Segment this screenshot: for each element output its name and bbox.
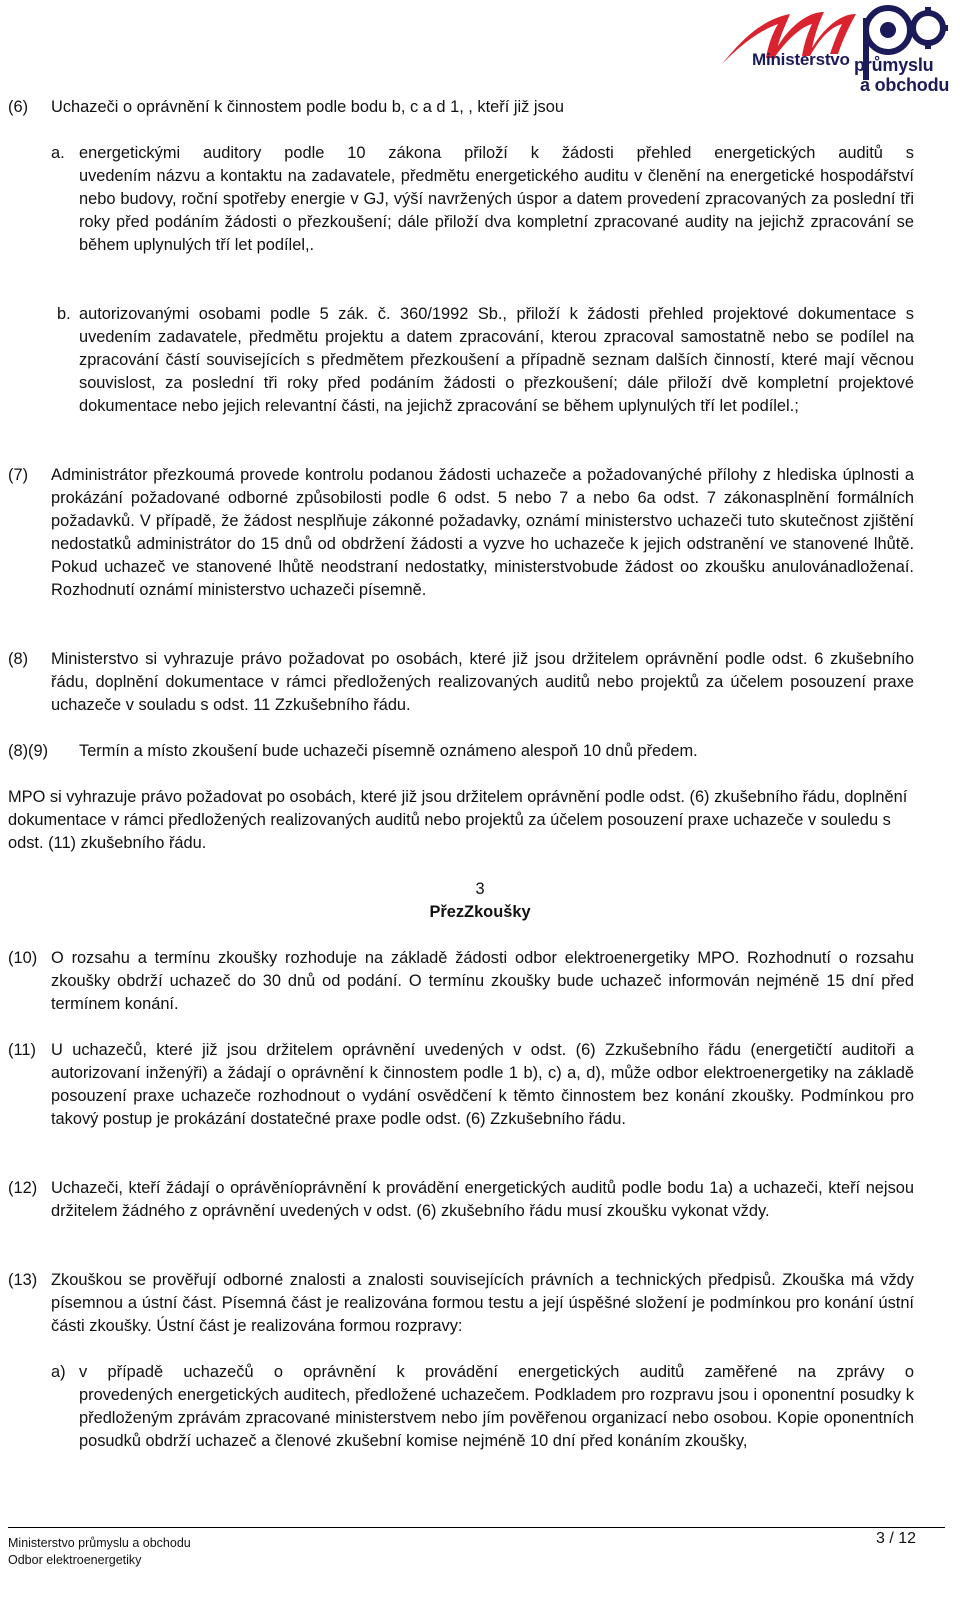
paragraph-number: (10) (8, 949, 38, 967)
paragraph-10: O rozsahu a termínu zkoušky rozhoduje na základě žádosti odbor elektroenergetiky MPO. Rozhodnutí o rozsahu zkoušky obdrží uchazeč do 30 dnů od podání. O termínu zkoušky bude uchazeč informován nejméně 15 dní před termínem konání. (51, 949, 914, 1013)
item-a-first-line: energetickými auditory podle 10 zákona přiloží k žádosti přehled energetických auditů s (79, 144, 914, 162)
paragraph-number: (12) (8, 1179, 38, 1197)
item-b-text: autorizovanými osobami podle 5 zák. č. 360/1992 Sb., přiloží k žádosti přehled projektové dokumentace s uvedením zadavatele, předmětu projektu a datem zpracování, kterou zpracoval samostatně nebo se podílel na zpracování částí souvisejících s předmětem přezkoušení a případně seznam dalších činností, které mají věcnou souvislost, za poslední tři roky před podáním žádosti o přezkoušení; dále přiloží dvě kompletní projektové dokumentace nebo jejich relevantní části, na jejichž zpracování se během uplynulých tří let podílel.; (79, 305, 914, 415)
mpo-paragraph: MPO si vyhrazuje právo požadovat po osobách, které již jsou držitelem oprávnění podle odst. (6) zkušebního řádu, doplnění dokumentace v rámci předložených realizovaných auditů nebo projektů za účelem posouzení praxe uchazeče v souledu s odst. (11) zkušebního řádu. (8, 788, 908, 852)
ministry-logo (720, 2, 952, 98)
paragraph-number: (6) (8, 98, 29, 116)
paragraph-12: Uchazeči, kteří žádají o oprávěníoprávnění k provádění energetických auditů podle bodu 1a) a uchazeči, kteří nejsou držitelem žádného z oprávnění uvedených v odst. (6) zkušebního řádu musí zkoušku vykonat vždy. (51, 1179, 914, 1220)
paragraph-6: Uchazeči o oprávnění k činnostem podle bodu b, c a d 1, , kteří již jsou (51, 98, 564, 116)
list-label-a: a. (51, 144, 65, 162)
list-label-b: b. (57, 305, 71, 323)
footer-org: Ministerstvo průmyslu a obchodu (8, 1536, 191, 1550)
paragraph-13: Zkouškou se prověřují odborné znalosti a znalosti souvisejících právních a technických předpisů. Zkouška má vždy písemnou a ústní část. Písemná část je realizována formou testu a její úspěšné složení je podmínkou pro konání ústní části zkoušky. Ústní část je realizována formou rozpravy: (51, 1271, 914, 1335)
logo-text-line3: a obchodu (860, 75, 950, 95)
paragraph-11: U uchazečů, které již jsou držitelem oprávnění uvedených v odst. (6) Zzkušebního řádu (energetičtí auditoři a autorizovaní inženýři) a žádají o oprávnění k činnostem podle 1 b), c) a, d), může odbor elektroenergetiky na základě posouzení praxe uchazeče rozhodnout o vydání osvědčení k těmto činnostem bez konání zkoušky. Podmínkou pro takový postup je prokázání dostatečné praxe podle odst. (6) Zzkušebního řádu. (51, 1041, 914, 1128)
section-number: 3 (475, 880, 485, 898)
paragraph-number: (8) (8, 650, 29, 668)
paragraph-9: Termín a místo zkoušení bude uchazeči písemně oznámeno alespoň 10 dnů předem. (79, 742, 698, 760)
item-13a-first-line: v případě uchazečů o oprávnění k provádění energetických auditů zaměřené na zprávy o (79, 1363, 914, 1381)
logo-text-line2: průmyslu (854, 55, 934, 75)
logo-text-line1: Ministerstvo (752, 50, 850, 69)
item-13a-text: provedených energetických auditech, předložené uchazečem. Podkladem pro rozpravu jsou i oponentní posudky k předloženým zprávám zpracované ministerstvem nebo jím pověřenou organizací nebo osobou. Kopie oponentních posudků obdrží uchazeč a členové zkušební komise nejméně 10 dní před konáním zkoušky, (79, 1386, 914, 1450)
paragraph-number: (11) (8, 1041, 36, 1059)
section-title: PřezZkoušky (429, 903, 531, 921)
paragraph-number: (8)(9) (8, 742, 49, 760)
footer-org-block (8, 1535, 191, 1569)
footer-dept: Odbor elektroenergetiky (8, 1553, 142, 1567)
paragraph-8: Ministerstvo si vyhrazuje právo požadovat po osobách, které již jsou držitelem oprávnění podle odst. 6 zkušebního řádu, doplnění dokumentace v rámci předložených realizovaných auditů nebo projektů za účelem posouzení praxe uchazeče v souladu s odst. 11 Zzkušebního řádu. (51, 650, 914, 714)
item-a-text: uvedením názvu a kontaktu na zadavatele, předmětu energetického auditu v členění na energetické hospodářství nebo budovy, roční spotřeby energie v GJ, výší navržených úspor a datem provedení zpracovaných za poslední tři roky před podáním žádosti o přezkoušení; dále přiloží dva kompletní zpracované audity na jejichž zpracování se během uplynulých tří let podílel,. (79, 167, 914, 254)
paragraph-number: (13) (8, 1271, 38, 1289)
page-number: 3 / 12 (875, 1530, 916, 1547)
paragraph-7: Administrátor přezkoumá provede kontrolu podanou žádosti uchazeče a požadovanýché přílohy z hlediska úplnosti a prokázání požadované odborné způsobilosti podle 6 odst. 5 nebo 7 a nebo 6a odst. 7 zákonasplnění formálních požadavků. V případě, že žádost nesplňuje zákonné požadavky, oznámí ministerstvo uchazeči tuto skutečnost zjištění nedostatků administrátor do 15 dnů od obdržení žádosti a vyzve ho uchazeče k jejich odstranění ve stanovené lhůtě. Pokud uchazeč ve stanovené lhůtě neodstraní nedostatky, ministerstvobude žádost oo zkoušku anulovánadloženaí. Rozhodnutí oznámí ministerstvo uchazeči písemně. (51, 466, 914, 599)
list-label-a: a) (51, 1363, 66, 1381)
paragraph-number: (7) (8, 466, 29, 484)
footer-divider (8, 1527, 945, 1528)
